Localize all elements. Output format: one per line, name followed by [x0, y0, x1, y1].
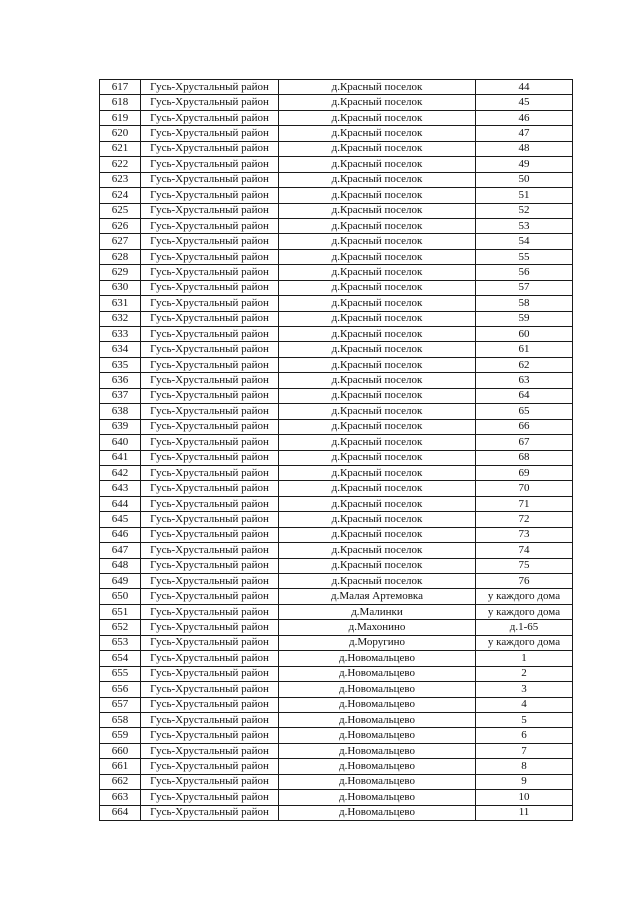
- house-cell: 48: [476, 141, 573, 156]
- locality-cell: д.Красный поселок: [279, 327, 476, 342]
- locality-cell: д.Красный поселок: [279, 126, 476, 141]
- locality-cell: д.Новомальцево: [279, 743, 476, 758]
- district-cell: Гусь-Хрустальный район: [141, 589, 279, 604]
- table-row: [100, 527, 573, 542]
- row-number-cell: 651: [100, 604, 141, 619]
- district-cell: Гусь-Хрустальный район: [141, 126, 279, 141]
- locality-cell: д.Новомальцево: [279, 759, 476, 774]
- table-row: [100, 512, 573, 527]
- row-number-cell: 623: [100, 172, 141, 187]
- house-cell: 3: [476, 682, 573, 697]
- table-row: [100, 790, 573, 805]
- locality-cell: д.Красный поселок: [279, 419, 476, 434]
- table-row: [100, 141, 573, 156]
- district-cell: Гусь-Хрустальный район: [141, 280, 279, 295]
- house-cell: 74: [476, 543, 573, 558]
- table-row: [100, 805, 573, 820]
- house-cell: 50: [476, 172, 573, 187]
- house-cell: 62: [476, 357, 573, 372]
- house-cell: 4: [476, 697, 573, 712]
- table-row: [100, 296, 573, 311]
- house-cell: 75: [476, 558, 573, 573]
- table-row: [100, 126, 573, 141]
- row-number-cell: 642: [100, 465, 141, 480]
- locality-cell: д.Красный поселок: [279, 95, 476, 110]
- district-cell: Гусь-Хрустальный район: [141, 342, 279, 357]
- row-number-cell: 658: [100, 712, 141, 727]
- locality-cell: д.Красный поселок: [279, 404, 476, 419]
- table-row: [100, 95, 573, 110]
- row-number-cell: 638: [100, 404, 141, 419]
- house-cell: 54: [476, 234, 573, 249]
- table-row: [100, 218, 573, 233]
- locality-cell: д.Красный поселок: [279, 512, 476, 527]
- house-cell: 57: [476, 280, 573, 295]
- house-cell: 56: [476, 265, 573, 280]
- row-number-cell: 649: [100, 574, 141, 589]
- district-cell: Гусь-Хрустальный район: [141, 697, 279, 712]
- table-row: [100, 774, 573, 789]
- row-number-cell: 644: [100, 496, 141, 511]
- row-number-cell: 631: [100, 296, 141, 311]
- house-cell: 1: [476, 651, 573, 666]
- house-cell: 6: [476, 728, 573, 743]
- district-cell: Гусь-Хрустальный район: [141, 574, 279, 589]
- table-row: [100, 589, 573, 604]
- table-row: [100, 465, 573, 480]
- district-cell: Гусь-Хрустальный район: [141, 774, 279, 789]
- table-row: [100, 342, 573, 357]
- table-row: [100, 373, 573, 388]
- district-cell: Гусь-Хрустальный район: [141, 404, 279, 419]
- registry-table: [99, 79, 573, 821]
- locality-cell: д.Новомальцево: [279, 651, 476, 666]
- table-row: [100, 651, 573, 666]
- district-cell: Гусь-Хрустальный район: [141, 203, 279, 218]
- house-cell: 11: [476, 805, 573, 820]
- table-row: [100, 110, 573, 125]
- district-cell: Гусь-Хрустальный район: [141, 635, 279, 650]
- row-number-cell: 657: [100, 697, 141, 712]
- locality-cell: д.Красный поселок: [279, 496, 476, 511]
- house-cell: д.1-65: [476, 620, 573, 635]
- table-row: [100, 234, 573, 249]
- locality-cell: д.Красный поселок: [279, 265, 476, 280]
- locality-cell: д.Моругино: [279, 635, 476, 650]
- row-number-cell: 630: [100, 280, 141, 295]
- row-number-cell: 653: [100, 635, 141, 650]
- locality-cell: д.Красный поселок: [279, 558, 476, 573]
- house-cell: у каждого дома: [476, 635, 573, 650]
- row-number-cell: 659: [100, 728, 141, 743]
- locality-cell: д.Красный поселок: [279, 280, 476, 295]
- row-number-cell: 655: [100, 666, 141, 681]
- table-row: [100, 357, 573, 372]
- locality-cell: д.Новомальцево: [279, 682, 476, 697]
- table-row: [100, 558, 573, 573]
- house-cell: 52: [476, 203, 573, 218]
- row-number-cell: 634: [100, 342, 141, 357]
- table-row: [100, 435, 573, 450]
- row-number-cell: 624: [100, 188, 141, 203]
- house-cell: 55: [476, 249, 573, 264]
- house-cell: 68: [476, 450, 573, 465]
- house-cell: 72: [476, 512, 573, 527]
- table-row: [100, 388, 573, 403]
- locality-cell: д.Красный поселок: [279, 157, 476, 172]
- table-row: [100, 620, 573, 635]
- table-row: [100, 743, 573, 758]
- district-cell: Гусь-Хрустальный район: [141, 265, 279, 280]
- district-cell: Гусь-Хрустальный район: [141, 743, 279, 758]
- table-row: [100, 188, 573, 203]
- locality-cell: д.Новомальцево: [279, 774, 476, 789]
- house-cell: 2: [476, 666, 573, 681]
- registry-table-body: [100, 80, 573, 821]
- row-number-cell: 641: [100, 450, 141, 465]
- district-cell: Гусь-Хрустальный район: [141, 311, 279, 326]
- house-cell: 63: [476, 373, 573, 388]
- house-cell: 49: [476, 157, 573, 172]
- district-cell: Гусь-Хрустальный район: [141, 435, 279, 450]
- row-number-cell: 650: [100, 589, 141, 604]
- house-cell: у каждого дома: [476, 604, 573, 619]
- table-row: [100, 604, 573, 619]
- table-row: [100, 666, 573, 681]
- house-cell: 71: [476, 496, 573, 511]
- table-row: [100, 712, 573, 727]
- row-number-cell: 663: [100, 790, 141, 805]
- row-number-cell: 640: [100, 435, 141, 450]
- district-cell: Гусь-Хрустальный район: [141, 558, 279, 573]
- district-cell: Гусь-Хрустальный район: [141, 790, 279, 805]
- row-number-cell: 636: [100, 373, 141, 388]
- locality-cell: д.Красный поселок: [279, 141, 476, 156]
- locality-cell: д.Красный поселок: [279, 357, 476, 372]
- row-number-cell: 661: [100, 759, 141, 774]
- district-cell: Гусь-Хрустальный район: [141, 712, 279, 727]
- house-cell: 73: [476, 527, 573, 542]
- locality-cell: д.Новомальцево: [279, 666, 476, 681]
- district-cell: Гусь-Хрустальный район: [141, 805, 279, 820]
- district-cell: Гусь-Хрустальный район: [141, 465, 279, 480]
- table-row: [100, 481, 573, 496]
- house-cell: 8: [476, 759, 573, 774]
- house-cell: 59: [476, 311, 573, 326]
- house-cell: 51: [476, 188, 573, 203]
- row-number-cell: 662: [100, 774, 141, 789]
- district-cell: Гусь-Хрустальный район: [141, 388, 279, 403]
- district-cell: Гусь-Хрустальный район: [141, 512, 279, 527]
- table-row: [100, 496, 573, 511]
- locality-cell: д.Красный поселок: [279, 234, 476, 249]
- table-row: [100, 327, 573, 342]
- row-number-cell: 635: [100, 357, 141, 372]
- district-cell: Гусь-Хрустальный район: [141, 682, 279, 697]
- row-number-cell: 632: [100, 311, 141, 326]
- district-cell: Гусь-Хрустальный район: [141, 327, 279, 342]
- table-row: [100, 697, 573, 712]
- locality-cell: д.Красный поселок: [279, 311, 476, 326]
- row-number-cell: 633: [100, 327, 141, 342]
- table-row: [100, 682, 573, 697]
- row-number-cell: 621: [100, 141, 141, 156]
- locality-cell: д.Новомальцево: [279, 805, 476, 820]
- house-cell: 64: [476, 388, 573, 403]
- district-cell: Гусь-Хрустальный район: [141, 296, 279, 311]
- table-row: [100, 543, 573, 558]
- house-cell: 47: [476, 126, 573, 141]
- district-cell: Гусь-Хрустальный район: [141, 481, 279, 496]
- locality-cell: д.Красный поселок: [279, 172, 476, 187]
- district-cell: Гусь-Хрустальный район: [141, 759, 279, 774]
- row-number-cell: 660: [100, 743, 141, 758]
- house-cell: 76: [476, 574, 573, 589]
- house-cell: 61: [476, 342, 573, 357]
- row-number-cell: 643: [100, 481, 141, 496]
- locality-cell: д.Красный поселок: [279, 110, 476, 125]
- row-number-cell: 619: [100, 110, 141, 125]
- district-cell: Гусь-Хрустальный район: [141, 110, 279, 125]
- locality-cell: д.Новомальцево: [279, 697, 476, 712]
- row-number-cell: 652: [100, 620, 141, 635]
- row-number-cell: 629: [100, 265, 141, 280]
- district-cell: Гусь-Хрустальный район: [141, 666, 279, 681]
- locality-cell: д.Красный поселок: [279, 435, 476, 450]
- district-cell: Гусь-Хрустальный район: [141, 419, 279, 434]
- house-cell: 10: [476, 790, 573, 805]
- district-cell: Гусь-Хрустальный район: [141, 496, 279, 511]
- locality-cell: д.Красный поселок: [279, 203, 476, 218]
- table-row: [100, 280, 573, 295]
- district-cell: Гусь-Хрустальный район: [141, 728, 279, 743]
- locality-cell: д.Красный поселок: [279, 188, 476, 203]
- house-cell: 7: [476, 743, 573, 758]
- district-cell: Гусь-Хрустальный район: [141, 218, 279, 233]
- district-cell: Гусь-Хрустальный район: [141, 157, 279, 172]
- table-row: [100, 574, 573, 589]
- district-cell: Гусь-Хрустальный район: [141, 249, 279, 264]
- district-cell: Гусь-Хрустальный район: [141, 604, 279, 619]
- house-cell: 44: [476, 80, 573, 95]
- table-row: [100, 249, 573, 264]
- table-row: [100, 172, 573, 187]
- row-number-cell: 639: [100, 419, 141, 434]
- house-cell: у каждого дома: [476, 589, 573, 604]
- table-row: [100, 311, 573, 326]
- row-number-cell: 620: [100, 126, 141, 141]
- district-cell: Гусь-Хрустальный район: [141, 188, 279, 203]
- district-cell: Гусь-Хрустальный район: [141, 543, 279, 558]
- house-cell: 66: [476, 419, 573, 434]
- district-cell: Гусь-Хрустальный район: [141, 450, 279, 465]
- house-cell: 65: [476, 404, 573, 419]
- row-number-cell: 617: [100, 80, 141, 95]
- locality-cell: д.Новомальцево: [279, 790, 476, 805]
- house-cell: 9: [476, 774, 573, 789]
- locality-cell: д.Малая Артемовка: [279, 589, 476, 604]
- district-cell: Гусь-Хрустальный район: [141, 80, 279, 95]
- district-cell: Гусь-Хрустальный район: [141, 95, 279, 110]
- row-number-cell: 648: [100, 558, 141, 573]
- table-row: [100, 728, 573, 743]
- row-number-cell: 627: [100, 234, 141, 249]
- district-cell: Гусь-Хрустальный район: [141, 373, 279, 388]
- locality-cell: д.Новомальцево: [279, 728, 476, 743]
- locality-cell: д.Красный поселок: [279, 481, 476, 496]
- house-cell: 70: [476, 481, 573, 496]
- house-cell: 60: [476, 327, 573, 342]
- row-number-cell: 625: [100, 203, 141, 218]
- house-cell: 67: [476, 435, 573, 450]
- table-row: [100, 157, 573, 172]
- row-number-cell: 664: [100, 805, 141, 820]
- table-row: [100, 419, 573, 434]
- locality-cell: д.Малинки: [279, 604, 476, 619]
- district-cell: Гусь-Хрустальный район: [141, 172, 279, 187]
- house-cell: 46: [476, 110, 573, 125]
- row-number-cell: 637: [100, 388, 141, 403]
- house-cell: 5: [476, 712, 573, 727]
- district-cell: Гусь-Хрустальный район: [141, 357, 279, 372]
- table-row: [100, 635, 573, 650]
- row-number-cell: 626: [100, 218, 141, 233]
- locality-cell: д.Махонино: [279, 620, 476, 635]
- locality-cell: д.Красный поселок: [279, 296, 476, 311]
- house-cell: 53: [476, 218, 573, 233]
- house-cell: 45: [476, 95, 573, 110]
- locality-cell: д.Красный поселок: [279, 373, 476, 388]
- house-cell: 69: [476, 465, 573, 480]
- locality-cell: д.Красный поселок: [279, 527, 476, 542]
- table-row: [100, 203, 573, 218]
- row-number-cell: 628: [100, 249, 141, 264]
- row-number-cell: 654: [100, 651, 141, 666]
- locality-cell: д.Красный поселок: [279, 465, 476, 480]
- district-cell: Гусь-Хрустальный район: [141, 620, 279, 635]
- table-row: [100, 759, 573, 774]
- district-cell: Гусь-Хрустальный район: [141, 527, 279, 542]
- table-row: [100, 404, 573, 419]
- locality-cell: д.Красный поселок: [279, 342, 476, 357]
- district-cell: Гусь-Хрустальный район: [141, 234, 279, 249]
- row-number-cell: 646: [100, 527, 141, 542]
- table-row: [100, 80, 573, 95]
- locality-cell: д.Красный поселок: [279, 450, 476, 465]
- locality-cell: д.Красный поселок: [279, 388, 476, 403]
- table-row: [100, 450, 573, 465]
- locality-cell: д.Красный поселок: [279, 218, 476, 233]
- district-cell: Гусь-Хрустальный район: [141, 651, 279, 666]
- row-number-cell: 622: [100, 157, 141, 172]
- locality-cell: д.Красный поселок: [279, 543, 476, 558]
- locality-cell: д.Красный поселок: [279, 574, 476, 589]
- locality-cell: д.Новомальцево: [279, 712, 476, 727]
- district-cell: Гусь-Хрустальный район: [141, 141, 279, 156]
- locality-cell: д.Красный поселок: [279, 80, 476, 95]
- locality-cell: д.Красный поселок: [279, 249, 476, 264]
- table-row: [100, 265, 573, 280]
- row-number-cell: 618: [100, 95, 141, 110]
- row-number-cell: 656: [100, 682, 141, 697]
- row-number-cell: 647: [100, 543, 141, 558]
- house-cell: 58: [476, 296, 573, 311]
- row-number-cell: 645: [100, 512, 141, 527]
